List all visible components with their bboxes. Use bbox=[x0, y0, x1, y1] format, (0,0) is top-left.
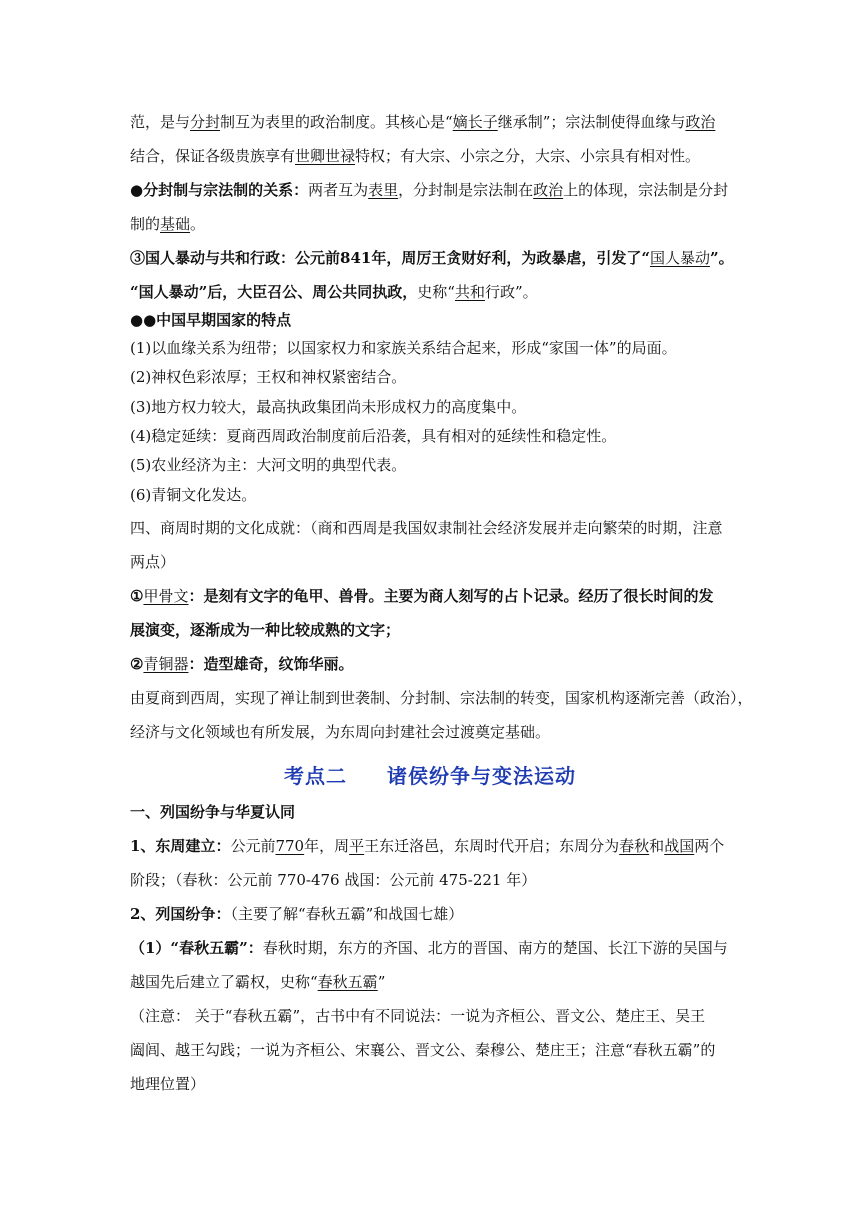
text-line: 阖闾、越王勾践；一说为齐桓公、宋襄公、晋文公、秦穆公、楚庄王；注意“春秋五霸”的 bbox=[130, 1041, 716, 1059]
text-line: （1）“春秋五霸”：春秋时期，东方的齐国、北方的晋国、南方的楚国、长江下游的吴国与 bbox=[130, 939, 728, 957]
text-line: 阶段；（春秋：公元前 770-476 战国：公元前 475-221 年） bbox=[130, 871, 537, 889]
text-line: 越国先后建立了霸权，史称“春秋五霸” bbox=[130, 973, 386, 991]
text-line: 2、列国纷争：（主要了解“春秋五霸”和战国七雄） bbox=[130, 905, 464, 923]
list-item: (6)青铜文化发达。 bbox=[130, 486, 257, 504]
list-item: (2)神权色彩浓厚；王权和神权紧密结合。 bbox=[130, 368, 407, 386]
text-line: ①甲骨文：是刻有文字的龟甲、兽骨。主要为商人刻写的占卜记录。经历了很长时间的发 bbox=[130, 587, 714, 605]
text-line: 地理位置） bbox=[130, 1075, 206, 1093]
list-item: (4)稳定延续：夏商西周政治制度前后沿袭，具有相对的延续性和稳定性。 bbox=[130, 427, 617, 445]
text-line: 结合，保证各级贵族享有世卿世禄特权；有大宗、小宗之分，大宗、小宗具有相对性。 bbox=[130, 147, 701, 165]
text-line: 1、东周建立：公元前770年，周平王东迁洛邑，东周时代开启；东周分为春秋和战国两个 bbox=[130, 837, 725, 855]
list-item: (3)地方权力较大，最高执政集团尚未形成权力的高度集中。 bbox=[130, 398, 527, 416]
section-heading: 考点二 诸侯纷争与变法运动 bbox=[284, 764, 576, 788]
list-item: (1)以血缘关系为纽带；以国家权力和家族关系结合起来，形成“家国一体”的局面。 bbox=[130, 339, 677, 357]
subsection-heading: 一、列国纷争与华夏认同 bbox=[130, 803, 296, 821]
list-item: (5)农业经济为主：大河文明的典型代表。 bbox=[130, 456, 407, 474]
text-line: “国人暴动”后，大臣召公、周公共同执政，史称“共和行政”。 bbox=[130, 283, 538, 301]
text-line: （注意： 关于“春秋五霸”，古书中有不同说法：一说为齐桓公、晋文公、楚庄王、吴王 bbox=[130, 1007, 706, 1025]
text-line: 由夏商到西周，实现了禅让制到世袭制、分封制、宗法制的转变，国家机构逐渐完善（政治）， bbox=[130, 689, 753, 707]
text-line: 展演变，逐渐成为一种比较成熟的文字； bbox=[130, 621, 401, 639]
text-line: ③国人暴动与共和行政：公元前841年，周厉王贪财好利，为政暴虐，引发了“国人暴动”。 bbox=[130, 249, 734, 267]
text-line: 经济与文化领域也有所发展，为东周向封建社会过渡奠定基础。 bbox=[130, 723, 551, 741]
text-line: 范，是与分封制互为表里的政治制度。其核心是“嫡长子继承制”；宗法制使得血缘与政治 bbox=[130, 113, 716, 131]
text-line: 两点） bbox=[130, 553, 176, 571]
section-subheading: ●●中国早期国家的特点 bbox=[130, 311, 292, 329]
text-line: 制的基础。 bbox=[130, 215, 206, 233]
text-line: ②青铜器：造型雄奇，纹饰华丽。 bbox=[130, 655, 354, 673]
text-line: ●分封制与宗法制的关系：两者互为表里，分封制是宗法制在政治上的体现，宗法制是分封 bbox=[130, 181, 729, 199]
text-line: 四、商周时期的文化成就：（商和西周是我国奴隶制社会经济发展并走向繁荣的时期，注意 bbox=[130, 519, 723, 537]
